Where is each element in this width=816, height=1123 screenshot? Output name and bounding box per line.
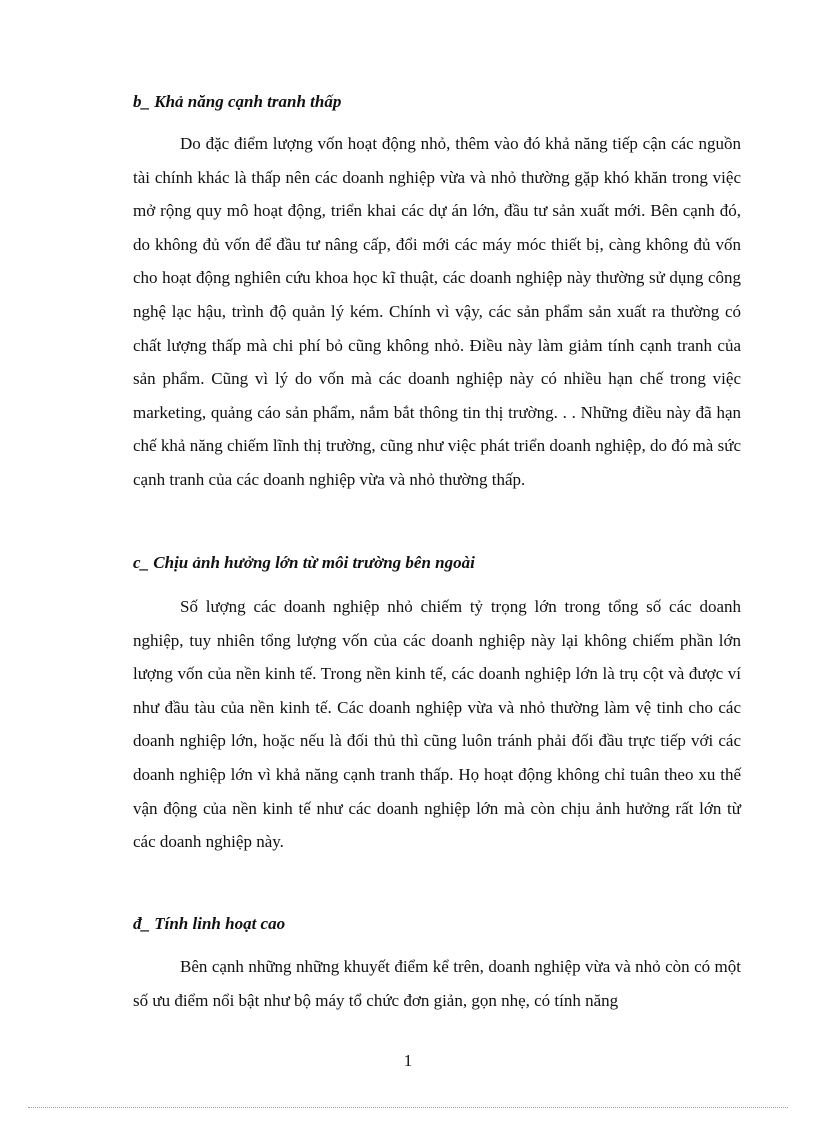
section-heading-c: c_ Chịu ảnh hưởng lớn từ môi trường bên ngoài [133,553,475,572]
section-heading-d: đ_ Tính linh hoạt cao [133,914,286,933]
page-number: 1 [403,1051,413,1070]
footer-divider [28,1107,788,1108]
section-paragraph-c: Số lượng các doanh nghiệp nhỏ chiếm tỷ trọng lớn trong tổng số các doanh nghiệp, tuy nhiên tổng lượng vốn của các doanh nghiệp này lại không chiếm phần lớn lượng vốn của nền kinh tế. Trong nền kinh tế, các doanh nghiệp lớn là trụ cột và được ví như đầu tàu của nền kinh tế. Các doanh nghiệp vừa và nhỏ thường làm vệ tinh cho các doanh nghiệp lớn, hoặc nếu là đối thủ thì cũng luôn tránh phải đối đầu trực tiếp với các doanh nghiệp lớn vì khả năng cạnh tranh thấp. Họ hoạt động không chỉ tuân theo xu thế vận động của nền kinh tế như các doanh nghiệp lớn mà còn chịu ảnh hưởng rất lớn từ các doanh nghiệp này. [133,597,741,852]
section-paragraph-b: Do đặc điểm lượng vốn hoạt động nhỏ, thêm vào đó khả năng tiếp cận các nguồn tài chính khác là thấp nên các doanh nghiệp vừa và nhỏ thường gặp khó khăn trong việc mở rộng quy mô hoạt động, triển khai các dự án lớn, đầu tư sản xuất mới. Bên cạnh đó, do không đủ vốn để đầu tư nâng cấp, đổi mới các máy móc thiết bị, càng không đủ vốn cho hoạt động nghiên cứu khoa học kĩ thuật, các doanh nghiệp này thường sử dụng công nghệ lạc hậu, trình độ quản lý kém. Chính vì vậy, các sản phẩm sản xuất ra thường có chất lượng thấp mà chi phí bỏ cũng không nhỏ. Điều này làm giảm tính cạnh tranh của sản phẩm. Cũng vì lý do vốn mà các doanh nghiệp này có nhiều hạn chế trong việc marketing, quảng cáo sản phẩm, nắm bắt thông tin thị trường. . . Những điều này đã hạn chế khả năng chiếm lĩnh thị trường, cũng như việc phát triển doanh nghiệp, do đó mà sức cạnh tranh của các doanh nghiệp vừa và nhỏ thường thấp. [133,134,741,489]
section-heading-b: b_ Khả năng cạnh tranh thấp [133,92,342,111]
section-paragraph-d: Bên cạnh những những khuyết điểm kể trên, doanh nghiệp vừa và nhỏ còn có một số ưu điểm nổi bật như bộ máy tổ chức đơn giản, gọn nhẹ, có tính năng [133,957,741,1010]
